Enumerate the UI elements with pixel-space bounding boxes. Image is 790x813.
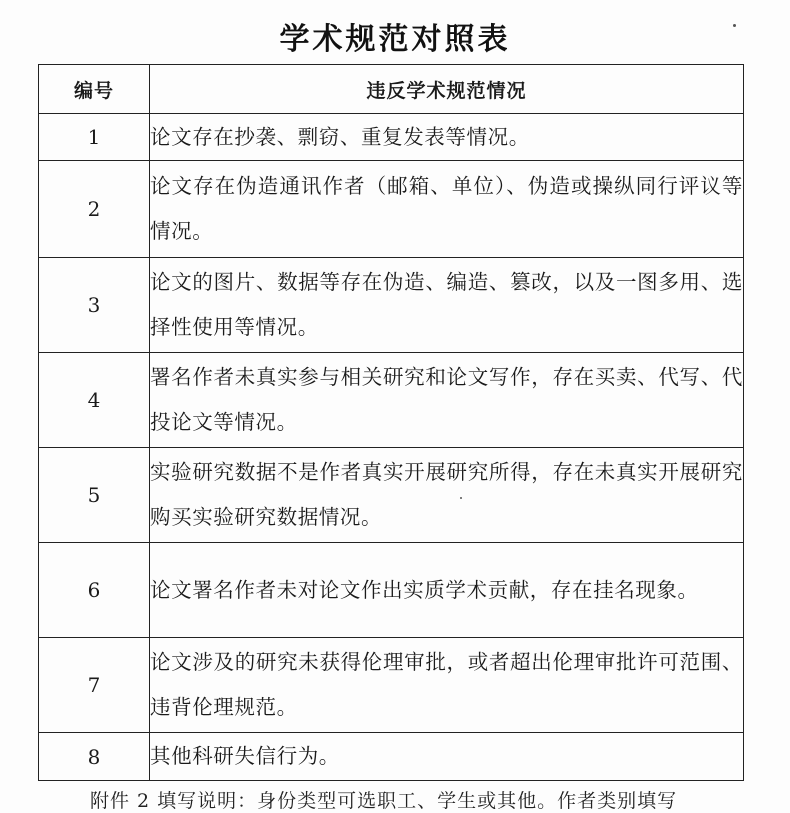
header-violation: 违反学术规范情况 — [150, 65, 744, 114]
row-number: 7 — [39, 638, 150, 733]
row-number: 4 — [39, 353, 150, 448]
table-header-row — [39, 65, 744, 114]
table-row — [39, 353, 744, 448]
table-row — [39, 161, 744, 258]
table-row — [39, 114, 744, 161]
header-number: 编号 — [39, 65, 150, 114]
scan-speck — [460, 497, 462, 499]
row-number: 1 — [39, 114, 150, 161]
table-row — [39, 543, 744, 638]
row-description: 实验研究数据不是作者真实开展研究所得，存在未真实开展研究购买实验研究数据情况。 — [150, 448, 744, 543]
document-title: 学术规范对照表 — [279, 22, 511, 57]
row-description: 论文署名作者未对论文作出实质学术贡献，存在挂名现象。 — [150, 543, 744, 638]
row-description: 署名作者未真实参与相关研究和论文写作，存在买卖、代写、代投论文等情况。 — [150, 353, 744, 448]
row-description: 论文存在伪造通讯作者（邮箱、单位）、伪造或操纵同行评议等情况。 — [150, 161, 744, 258]
row-description: 其他科研失信行为。 — [150, 733, 744, 781]
row-number: 3 — [39, 258, 150, 353]
row-number: 2 — [39, 161, 150, 258]
scan-speck — [733, 24, 736, 27]
row-number: 5 — [39, 448, 150, 543]
row-description: 论文存在抄袭、剽窃、重复发表等情况。 — [150, 114, 744, 161]
table-row — [39, 258, 744, 353]
row-number: 6 — [39, 543, 150, 638]
row-description: 论文的图片、数据等存在伪造、编造、篡改，以及一图多用、选择性使用等情况。 — [150, 258, 744, 353]
table-row — [39, 448, 744, 543]
footer-note: 附件 2 填写说明：身份类型可选职工、学生或其他。作者类别填写 — [90, 790, 678, 812]
table-row — [39, 638, 744, 733]
academic-norms-table — [38, 64, 744, 781]
row-number: 8 — [39, 733, 150, 781]
row-description: 论文涉及的研究未获得伦理审批，或者超出伦理审批许可范围、违背伦理规范。 — [150, 638, 744, 733]
table-row — [39, 733, 744, 781]
